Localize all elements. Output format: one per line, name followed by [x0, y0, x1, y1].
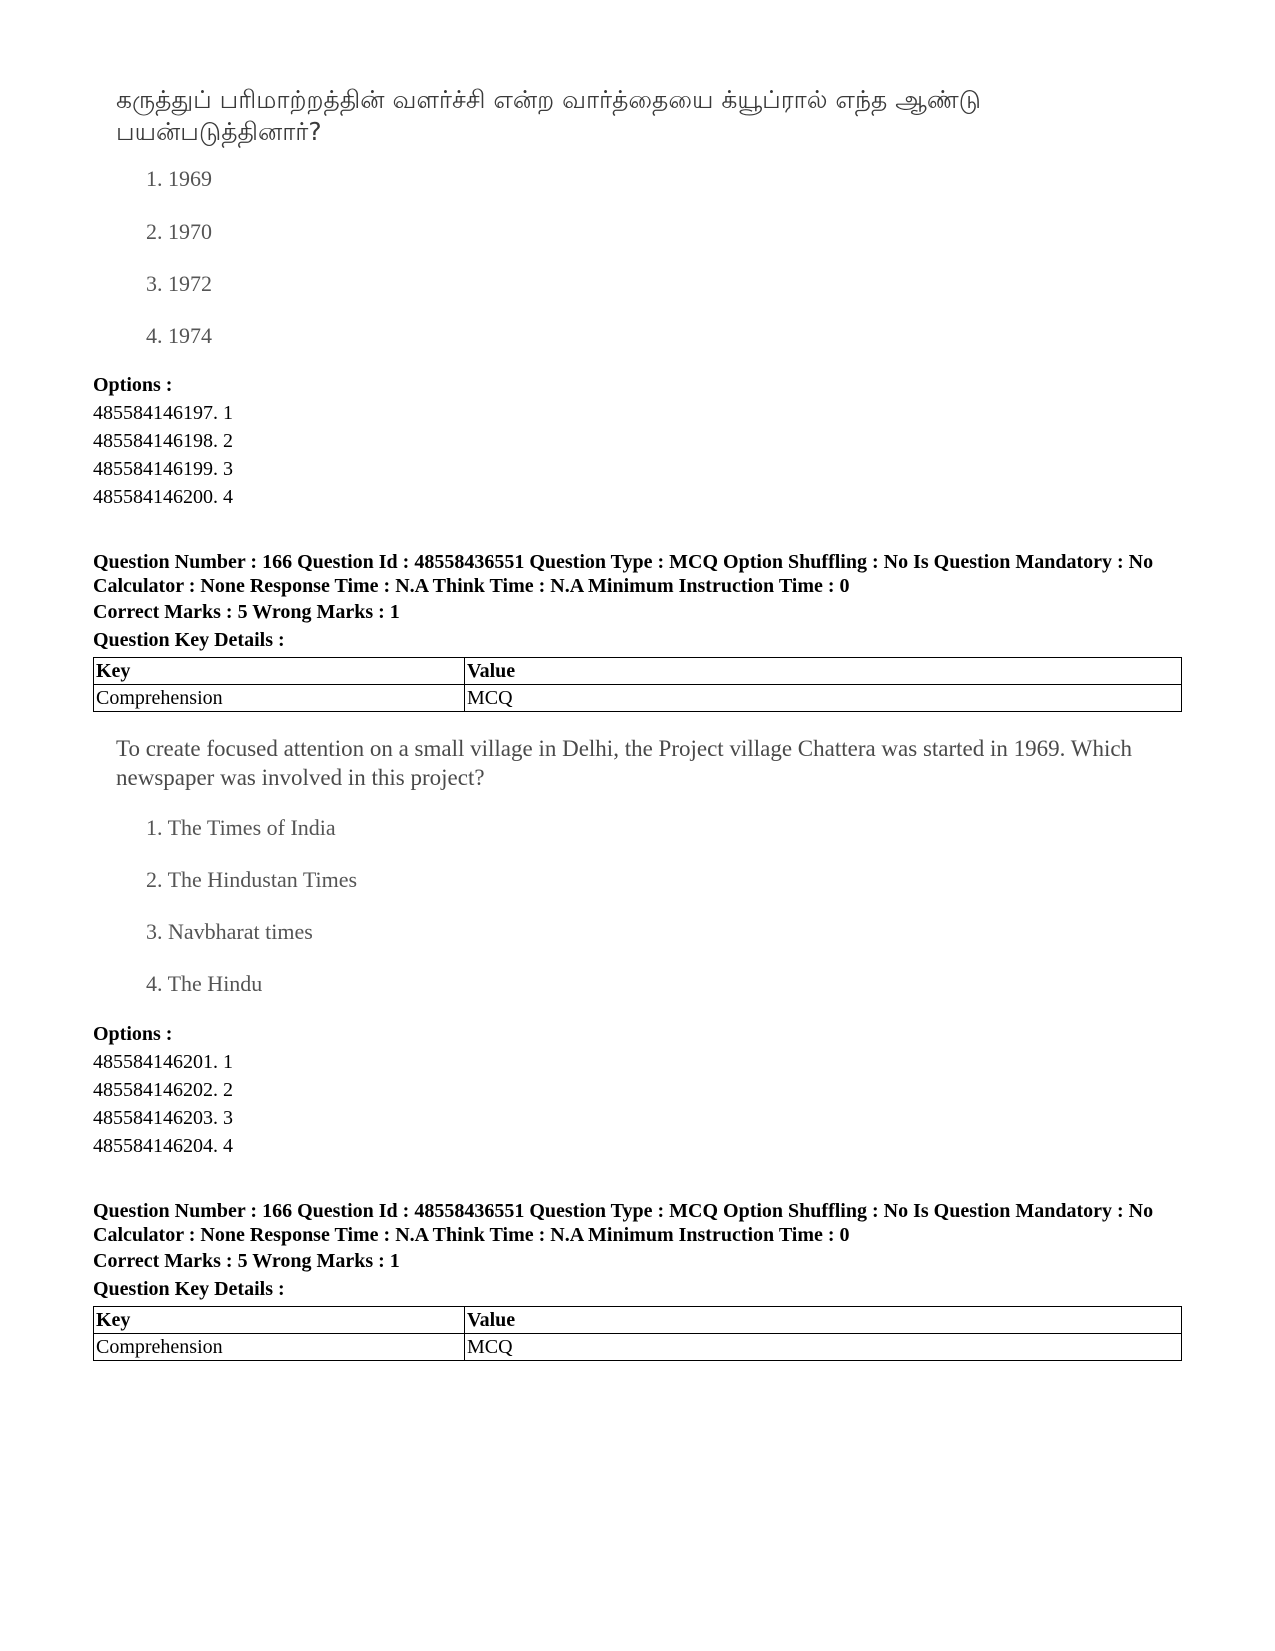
key-details-heading: Question Key Details :: [93, 1278, 285, 1300]
choice-item: 2. 1970: [146, 219, 212, 244]
table-cell-key: Comprehension: [94, 1334, 465, 1361]
key-details-table: [93, 1306, 1182, 1361]
table-header-value: Value: [465, 658, 1182, 685]
table-header-row: [94, 1307, 1182, 1334]
table-row: [94, 685, 1182, 712]
question-meta: Question Number : 166 Question Id : 48558436551 Question Type : MCQ Option Shuffling : No Is Question Mandatory : No Calculator : None Response Time : N.A Think Time : N.A Minimum Instruction Time : 0: [93, 1200, 1154, 1246]
choice-item: 4. The Hindu: [146, 971, 263, 996]
table-header-value: Value: [465, 1307, 1182, 1334]
marks-line: Correct Marks : 5 Wrong Marks : 1: [93, 1250, 400, 1272]
choice-item: 3. Navbharat times: [146, 919, 313, 944]
table-header-key: Key: [94, 1307, 465, 1334]
marks-line: Correct Marks : 5 Wrong Marks : 1: [93, 601, 400, 623]
option-id-line: 485584146198. 2: [93, 430, 233, 452]
option-id-line: 485584146202. 2: [93, 1079, 233, 1101]
key-details-table: [93, 657, 1182, 712]
options-heading: Options :: [93, 374, 173, 396]
table-cell-value: MCQ: [465, 1334, 1182, 1361]
choice-item: 4. 1974: [146, 323, 212, 348]
table-cell-key: Comprehension: [94, 685, 465, 712]
table-row: [94, 1334, 1182, 1361]
table-header-row: [94, 658, 1182, 685]
table-header-key: Key: [94, 658, 465, 685]
option-id-line: 485584146200. 4: [93, 486, 233, 508]
option-id-line: 485584146201. 1: [93, 1051, 233, 1073]
key-details-heading: Question Key Details :: [93, 629, 285, 651]
options-heading: Options :: [93, 1023, 173, 1045]
choice-item: 1. The Times of India: [146, 815, 336, 840]
choice-item: 2. The Hindustan Times: [146, 867, 358, 892]
option-id-line: 485584146199. 3: [93, 458, 233, 480]
option-id-line: 485584146203. 3: [93, 1107, 233, 1129]
question-text: To create focused attention on a small village in Delhi, the Project village Chattera was started in 1969. Which newspaper was involved in this project?: [116, 736, 1133, 790]
question-text-tamil: கருத்துப் பரிமாற்றத்தின் வளர்ச்சி என்ற வார்த்தையை க்யூப்ரால் எந்த ஆண்டு பயன்படுத்தினார்?: [116, 85, 981, 146]
question-meta: Question Number : 166 Question Id : 48558436551 Question Type : MCQ Option Shuffling : No Is Question Mandatory : No Calculator : None Response Time : N.A Think Time : N.A Minimum Instruction Time : 0: [93, 551, 1154, 597]
option-id-line: 485584146204. 4: [93, 1135, 233, 1157]
choice-item: 1. 1969: [146, 166, 212, 191]
table-cell-value: MCQ: [465, 685, 1182, 712]
option-id-line: 485584146197. 1: [93, 402, 233, 424]
choice-item: 3. 1972: [146, 271, 212, 296]
